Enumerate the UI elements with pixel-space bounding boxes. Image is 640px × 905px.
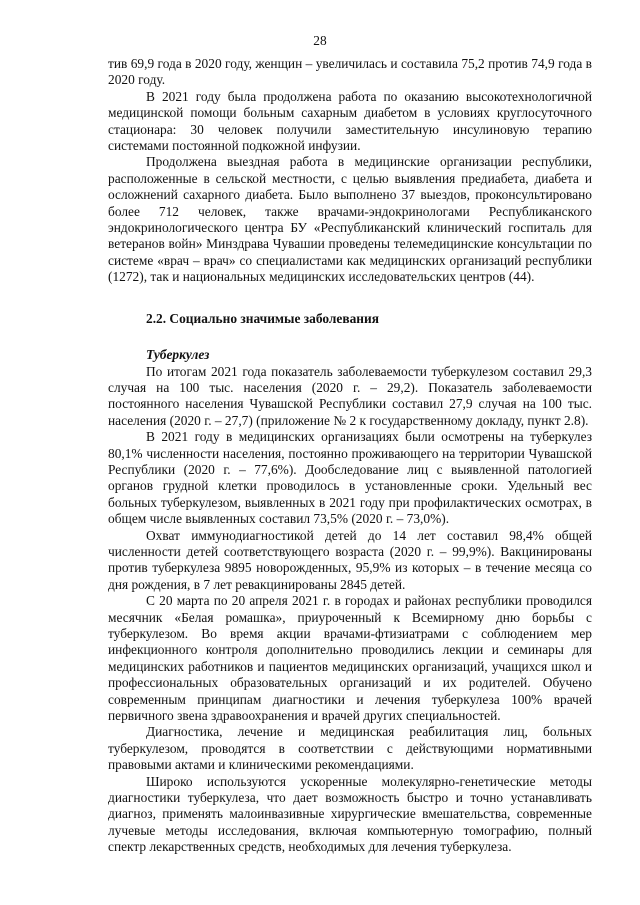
paragraph: В 2021 году в медицинских организациях были осмотрены на туберкулез 80,1% численности населения, постоянно проживающего на территории Чувашской Республики (2020 г. – 77,6%). Дообследование лиц с выявленной патологией органов грудной клетки проводилось в установленные сроки. Удельный вес больных туберкулезом, выявленных в 2021 году при профилактических осмотрах, в общем числе выявленных составил 73,5% (2020 г. – 73,0%). <box>108 429 592 527</box>
body-text <box>108 56 592 856</box>
paragraph: тив 69,9 года в 2020 году, женщин – увеличилась и составила 75,2 против 74,9 года в 2020 году. <box>108 56 592 88</box>
paragraph: С 20 марта по 20 апреля 2021 г. в городах и районах республики проводился месячник «Белая ромашка», приуроченный к Всемирному дню борьбы с туберкулезом. Во время акции врачами-фтизиатрами с соблюдением мер инфекционного контроля дополнительно проводились лекции и семинары для медицинских работников и пациентов медицинских организаций, учащихся школ и профессиональных образовательных организаций и их родителей. Обучено современным принципам диагностики и лечения туберкулеза 100% врачей первичного звена здравоохранения и врачей других специальностей. <box>108 593 592 724</box>
paragraph: Широко используются ускоренные молекулярно-генетические методы диагностики туберкулеза, что дает возможность быстро и точно устанавливать диагноз, применять малоинвазивные хирургические вмешательства, современные лучевые методы исследования, включая компьютерную томографию, полный спектр лекарственных средств, необходимых для лечения туберкулеза. <box>108 773 592 855</box>
page-number: 28 <box>313 33 327 48</box>
paragraph: Продолжена выездная работа в медицинские организации республики, расположенные в сельской местности, с целью выявления предиабета, диабета и осложнений сахарного диабета. Было выполнено 37 выездов, проконсультировано более 712 человек, также врачами-эндокринологами Республиканского эндокринологического центра БУ «Республиканский клинический госпиталь для ветеранов войн» Минздрава Чувашии проведены телемедицинские консультации по системе «врач – врач» со специалистами как медицинских организаций республики (1272), так и национальных медицинских исследовательских центров (44). <box>108 154 592 285</box>
paragraph: Диагностика, лечение и медицинская реабилитация лиц, больных туберкулезом, проводятся в соответствии с действующими нормативными правовыми актами и клиническими рекомендациями. <box>108 724 592 773</box>
paragraph: В 2021 году была продолжена работа по оказанию высокотехнологичной медицинской помощи больным сахарным диабетом в условиях круглосуточного стационара: 30 человек получили заместительную инсулиновую терапию системами постоянной подкожной инфузии. <box>108 88 592 154</box>
section-heading: 2.2. Социально значимые заболевания <box>146 310 379 326</box>
paragraph: По итогам 2021 года показатель заболеваемости туберкулезом составил 29,3 случая на 100 тыс. населения (2020 г. – 29,2). Показатель заболеваемости постоянного населения Чувашской Республики составил 27,9 случая на 100 тыс. населения (2020 г. – 27,7) (приложение № 2 к государственному докладу, пункт 2.8). <box>108 363 592 428</box>
subheading: Туберкулез <box>146 347 210 363</box>
paragraph: Охват иммунодиагностикой детей до 14 лет составил 98,4% общей численности детей соответствующего возраста (2020 г. – 99,9%). Вакцинированы против туберкулеза 9895 новорожденных, 95,9% из которых – в течение месяца со дня рождения, в 7 лет ревакцинированы 2845 детей. <box>108 527 592 592</box>
